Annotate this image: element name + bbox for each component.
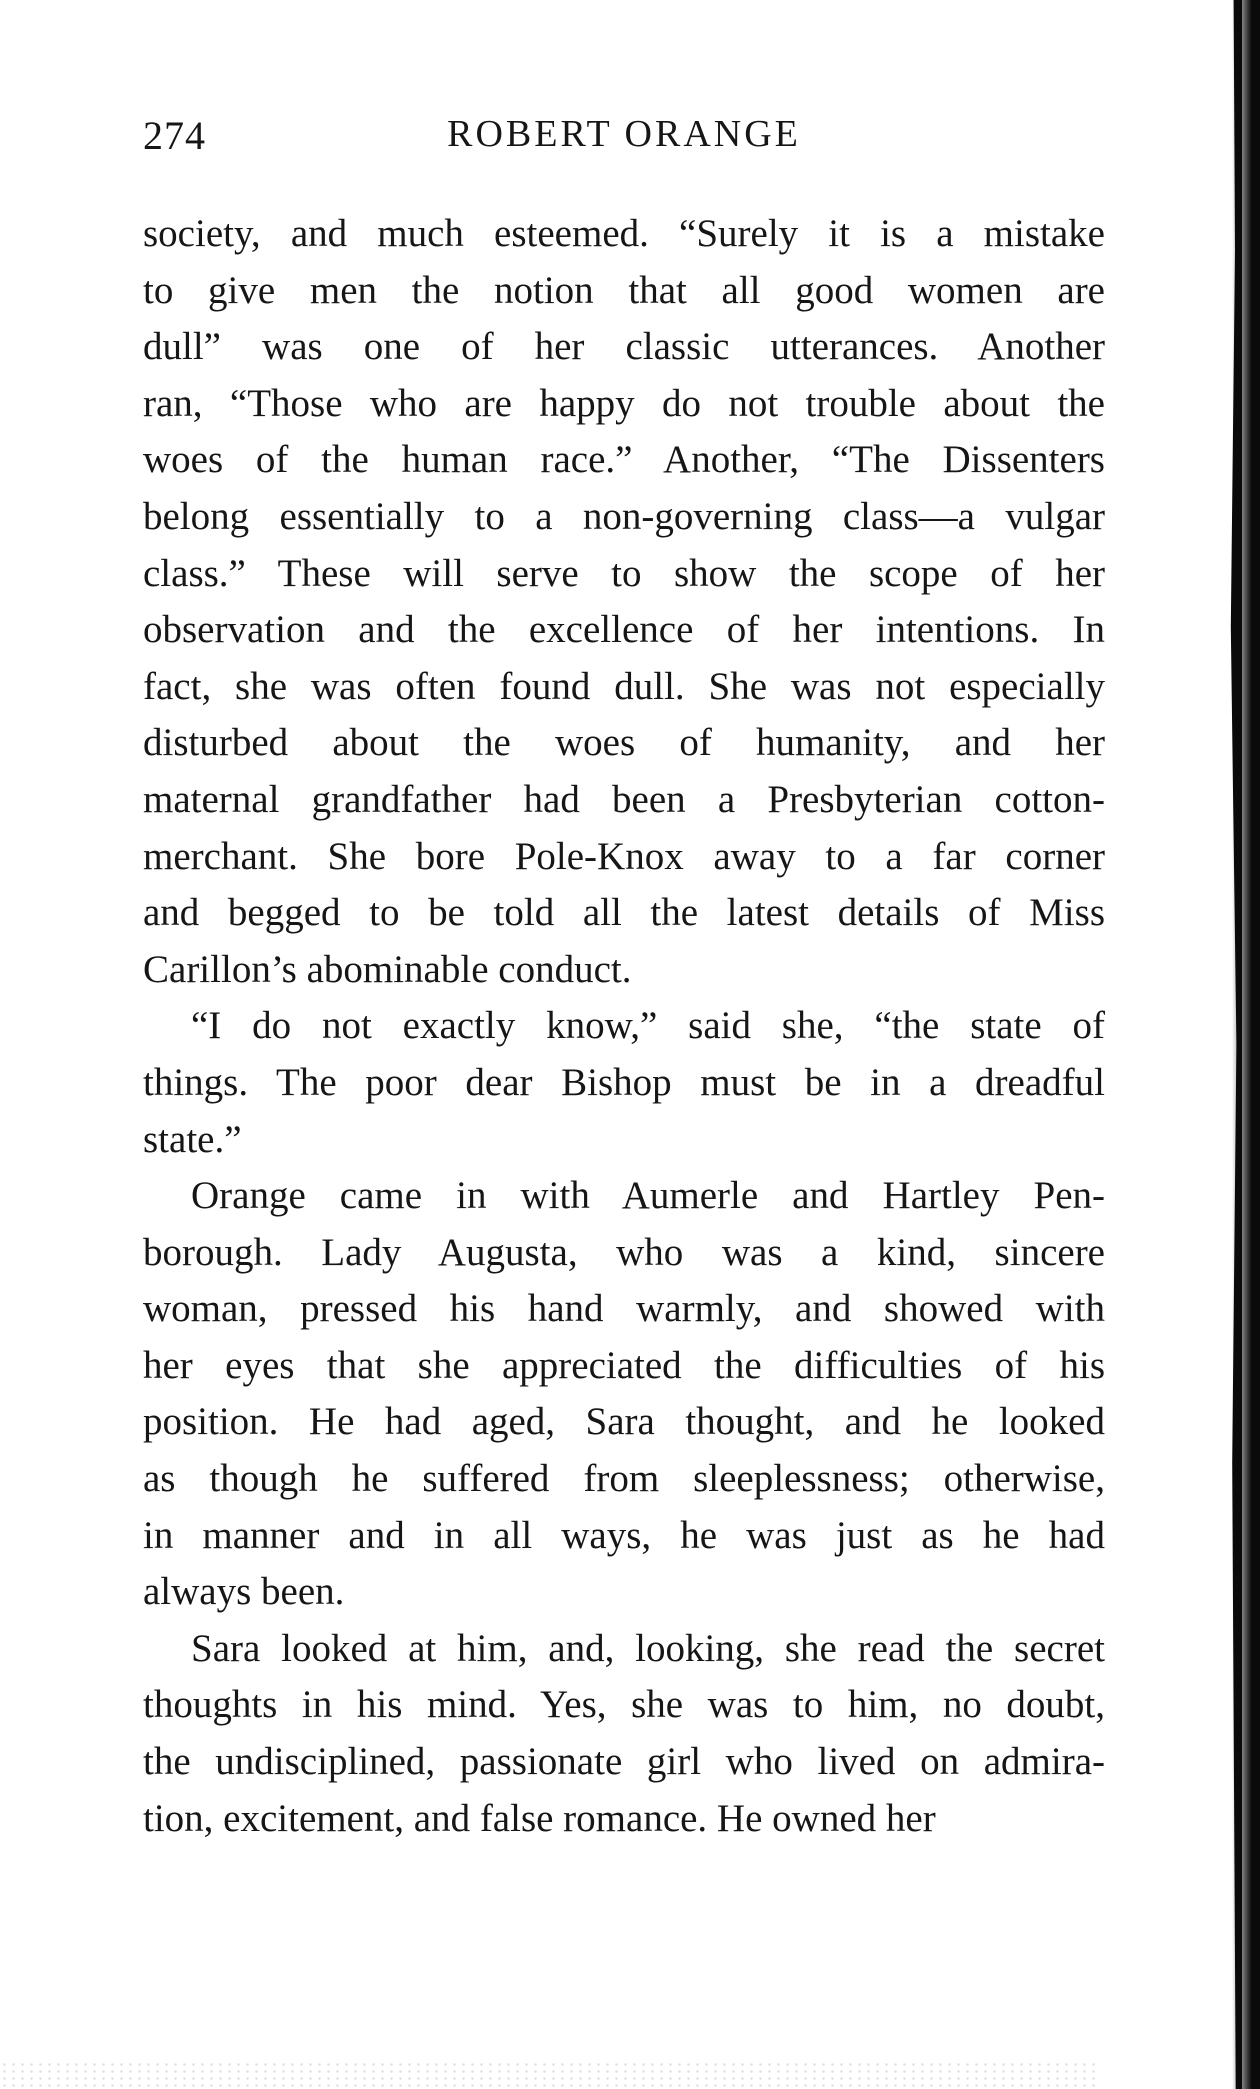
text-line: to give men the notion that all good women are bbox=[143, 268, 1105, 312]
text-line: Sara looked at him, and, looking, she read the secret bbox=[191, 1626, 1105, 1670]
text-line: fact, she was often found dull. She was not especially bbox=[143, 664, 1105, 708]
text-line: ran, “Those who are happy do not trouble about the bbox=[143, 381, 1105, 425]
text-line: maternal grandfather had been a Presbyterian cotton- bbox=[143, 777, 1105, 821]
paragraph bbox=[143, 1168, 1105, 1621]
body-text bbox=[143, 206, 1105, 1847]
text-line: society, and much esteemed. “Surely it is a mistake bbox=[143, 212, 1105, 255]
text-line: observation and the excellence of her intentions. In bbox=[143, 608, 1105, 652]
text-line: state.” bbox=[143, 1117, 242, 1161]
text-line: Orange came in with Aumerle and Hartley Pen- bbox=[191, 1174, 1105, 1218]
running-head bbox=[143, 112, 1105, 172]
text-line: woes of the human race.” Another, “The Dissenters bbox=[143, 438, 1105, 482]
text-line: and begged to be told all the latest details of Miss bbox=[143, 891, 1105, 935]
text-line: the undisciplined, passionate girl who lived on admira- bbox=[143, 1740, 1105, 1784]
text-line: dull” was one of her classic utterances. Another bbox=[143, 325, 1105, 369]
text-line: thoughts in his mind. Yes, she was to him, no doubt, bbox=[143, 1683, 1105, 1727]
running-title: ROBERT ORANGE bbox=[447, 113, 801, 155]
text-line: tion, excitement, and false romance. He owned her bbox=[143, 1796, 936, 1840]
text-line: belong essentially to a non-governing class—a vulgar bbox=[143, 494, 1105, 538]
text-line: as though he suffered from sleeplessness; otherwise, bbox=[143, 1457, 1105, 1501]
page-edge-speckle bbox=[0, 2061, 1100, 2089]
text-line: things. The poor dear Bishop must be in a dreadful bbox=[143, 1060, 1105, 1104]
text-line: disturbed about the woes of humanity, and her bbox=[143, 721, 1105, 765]
text-line: position. He had aged, Sara thought, and he looked bbox=[143, 1400, 1105, 1444]
text-line: in manner and in all ways, he was just as he had bbox=[143, 1513, 1105, 1557]
page-number: 274 bbox=[143, 113, 206, 158]
text-line: “I do not exactly know,” said she, “the state of bbox=[191, 1004, 1105, 1048]
paragraph bbox=[143, 1621, 1105, 1847]
text-line: borough. Lady Augusta, who was a kind, sincere bbox=[143, 1230, 1105, 1274]
text-line: Carillon’s abominable conduct. bbox=[143, 947, 632, 991]
text-line: woman, pressed his hand warmly, and showed with bbox=[143, 1287, 1105, 1331]
text-line: class.” These will serve to show the scope of her bbox=[143, 551, 1105, 595]
text-line: merchant. She bore Pole-Knox away to a far corner bbox=[143, 834, 1105, 878]
paragraph bbox=[143, 206, 1105, 998]
paragraph bbox=[143, 998, 1105, 1168]
text-line: her eyes that she appreciated the difficulties of his bbox=[143, 1343, 1105, 1387]
text-line: always been. bbox=[143, 1570, 345, 1614]
